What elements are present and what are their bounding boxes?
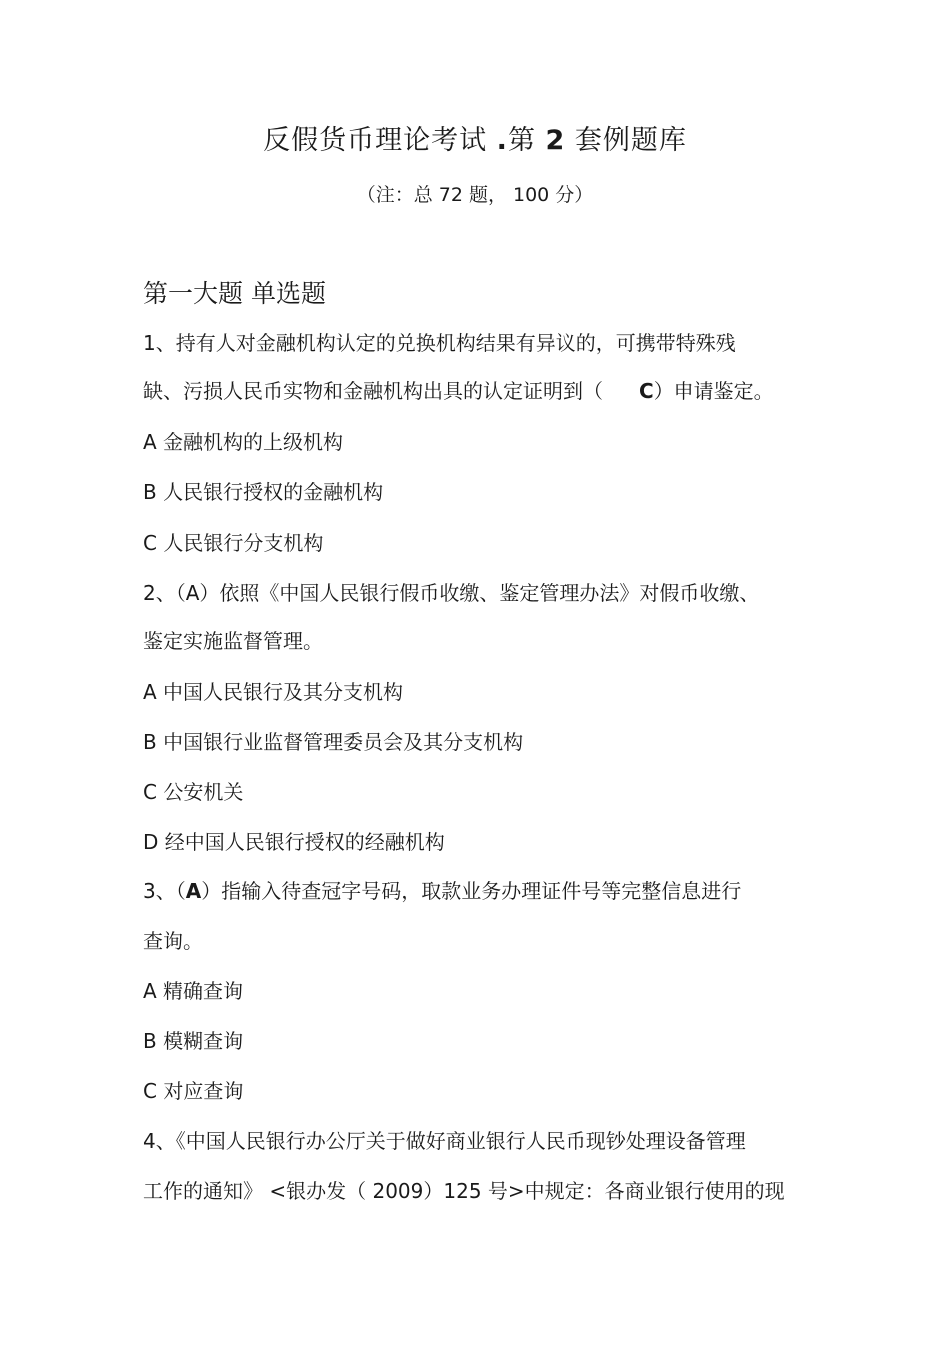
question-2-line-1: 2、（A）依照《中国人民银行假币收缴、鉴定管理办法》对假币收缴、 <box>143 581 760 605</box>
question-3-line-2: 查询。 <box>143 929 203 953</box>
page-title <box>0 118 950 157</box>
question-2-line-2: 鉴定实施监督管理。 <box>143 629 323 653</box>
question-1-line-2 <box>143 377 774 405</box>
question-4-line-2: 工作的通知》 <银办发（ 2009）125 号>中规定：各商业银行使用的现 <box>143 1179 785 1203</box>
title-number: 2 <box>545 125 566 156</box>
question-1-option-b: B 人民银行授权的金融机构 <box>143 480 384 504</box>
question-1-answer: C <box>639 379 654 403</box>
question-1-line-1: 1、持有人对金融机构认定的兑换机构结果有异议的，可携带特殊残 <box>143 331 736 355</box>
question-2-option-a: A 中国人民银行及其分支机构 <box>143 680 404 704</box>
question-3-option-a: A 精确查询 <box>143 979 244 1003</box>
question-2-option-c: C 公安机关 <box>143 780 244 804</box>
title-dot: . <box>496 125 508 156</box>
question-1-option-a: A 金融机构的上级机构 <box>143 430 344 454</box>
question-3-text: ）指输入待查冠字号码，取款业务办理证件号等完整信息进行 <box>201 879 742 903</box>
question-3-line-1 <box>143 877 741 905</box>
exam-note: （注：总 72 题， 100 分） <box>356 184 594 206</box>
question-1-text-end: ）申请鉴定。 <box>653 379 774 403</box>
question-2-option-b: B 中国银行业监督管理委员会及其分支机构 <box>143 730 524 754</box>
question-4-line-1: 4、《中国人民银行办公厅关于做好商业银行人民币现钞处理设备管理 <box>143 1129 746 1153</box>
title-text-mid: 第 <box>507 125 546 156</box>
question-3-text-pre: 3、（ <box>143 879 186 903</box>
question-3-option-b: B 模糊查询 <box>143 1029 244 1053</box>
question-3-option-c: C 对应查询 <box>143 1079 244 1103</box>
question-1-option-c: C 人民银行分支机构 <box>143 531 324 555</box>
title-text-pre: 反假货币理论考试 <box>263 125 497 156</box>
title-text-post: 套例题库 <box>565 125 687 156</box>
question-2-option-d: D 经中国人民银行授权的经融机构 <box>143 830 445 854</box>
section-title: 第一大题 单选题 <box>143 279 326 308</box>
question-3-answer: A <box>185 879 202 903</box>
question-1-text: 缺、污损人民币实物和金融机构出具的认定证明到（ <box>143 379 603 403</box>
